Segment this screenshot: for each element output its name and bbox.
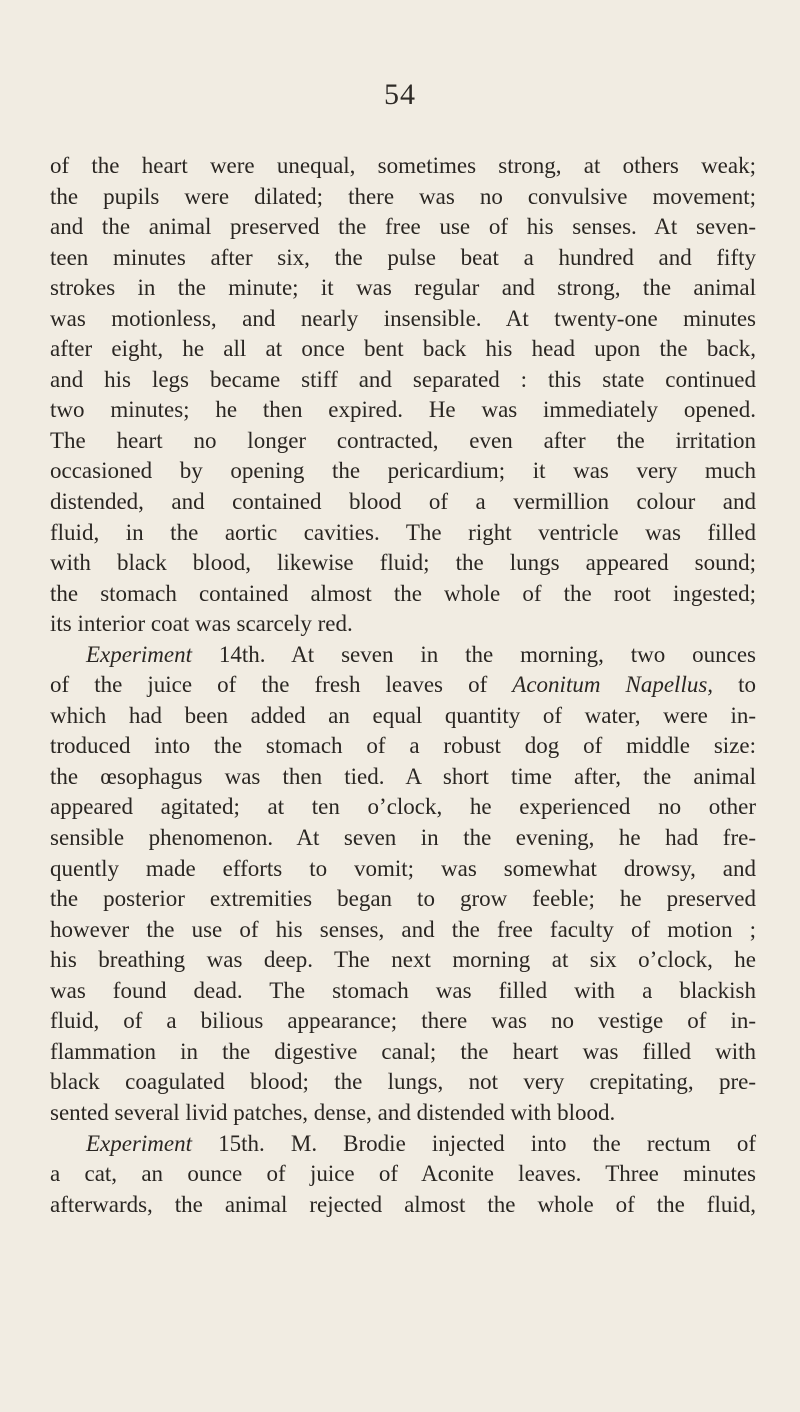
text-line: [50, 487, 756, 518]
text-line: [50, 212, 756, 243]
page-number: 54: [384, 78, 416, 111]
line-text: 15th. M. Brodie injected into the rectum of: [192, 1130, 756, 1156]
text-line: [50, 1067, 756, 1098]
line-text: the œsophagus was then tied. A short time after, the animal: [50, 763, 756, 789]
italic-heading: Experiment: [86, 1130, 193, 1156]
text-line: [50, 762, 756, 793]
line-text: occasioned by opening the pericardium; it was very much: [50, 458, 756, 484]
text-line: [50, 1190, 756, 1221]
text-line: [50, 518, 756, 549]
italic-heading: Experiment: [86, 641, 193, 667]
line-text: sensible phenomenon. At seven in the evening, he had fre-: [50, 825, 756, 851]
line-text: black coagulated blood; the lungs, not very crepitating, pre-: [50, 1069, 756, 1095]
text-line: [50, 426, 756, 457]
text-line: [50, 792, 756, 823]
text-line: [50, 334, 756, 365]
line-text: the posterior extremities began to grow feeble; he preserved: [50, 886, 756, 912]
line-text: two minutes; he then expired. He was immediately opened.: [50, 397, 756, 423]
line-text: strokes in the minute; it was regular and strong, the animal: [50, 275, 756, 301]
line-text: after eight, he all at once bent back his head upon the back,: [50, 336, 756, 362]
line-text: the pupils were dilated; there was no convulsive movement;: [50, 183, 756, 209]
text-line: [50, 304, 756, 335]
line-text: which had been added an equal quantity of water, were in-: [50, 702, 756, 728]
line-text: teen minutes after six, the pulse beat a hundred and fifty: [50, 244, 756, 270]
line-text: with black blood, likewise fluid; the lungs appeared sound;: [50, 550, 756, 576]
text-line: [50, 670, 756, 701]
line-text: troduced into the stomach of a robust dog of middle size:: [50, 733, 756, 759]
text-line: [50, 1159, 756, 1190]
text-line: [50, 731, 756, 762]
text-line: [50, 701, 756, 732]
text-line: [50, 579, 756, 610]
line-text: was motionless, and nearly insensible. At twenty-one minutes: [50, 305, 756, 331]
line-text: afterwards, the animal rejected almost the whole of the fluid,: [50, 1191, 756, 1217]
text-line: [50, 609, 756, 640]
line-text: quently made efforts to vomit; was somewhat drowsy, and: [50, 855, 756, 881]
line-text: of the juice of the fresh leaves of: [50, 672, 513, 698]
line-text: was found dead. The stomach was filled with a blackish: [50, 977, 756, 1003]
line-text: distended, and contained blood of a vermillion colour and: [50, 489, 756, 515]
line-text: fluid, in the aortic cavities. The right ventricle was filled: [50, 519, 756, 545]
line-text: to: [713, 672, 756, 698]
text-line: [50, 945, 756, 976]
text-line: [50, 823, 756, 854]
line-text: its interior coat was scarcely red.: [50, 611, 353, 637]
text-line: [50, 456, 756, 487]
text-line: [50, 976, 756, 1007]
italic-term: Aconitum Napellus,: [512, 672, 714, 698]
line-text: and his legs became stiff and separated : this state continued: [50, 366, 756, 392]
text-line: [50, 243, 756, 274]
line-text: fluid, of a bilious appearance; there was no vestige of in-: [50, 1008, 756, 1034]
text-line: [50, 395, 756, 426]
line-text: 14th. At seven in the morning, two ounces: [192, 641, 756, 667]
text-line: [50, 1037, 756, 1068]
line-text: the stomach contained almost the whole of the root ingested;: [50, 580, 756, 606]
line-text: flammation in the digestive canal; the heart was filled with: [50, 1038, 756, 1064]
body-text: [50, 151, 756, 1220]
line-text: however the use of his senses, and the free faculty of motion ;: [50, 916, 756, 942]
text-line: [50, 1129, 756, 1160]
text-line: [50, 1098, 756, 1129]
text-line: [50, 548, 756, 579]
line-text: a cat, an ounce of juice of Aconite leaves. Three minutes: [50, 1161, 756, 1187]
text-line: [50, 1006, 756, 1037]
text-line: [50, 915, 756, 946]
text-line: [50, 273, 756, 304]
line-text: The heart no longer contracted, even after the irritation: [50, 427, 756, 453]
line-text: his breathing was deep. The next morning at six o’clock, he: [50, 947, 756, 973]
text-line: [50, 182, 756, 213]
text-line: [50, 854, 756, 885]
text-line: [50, 151, 756, 182]
text-line: [50, 640, 756, 671]
line-text: appeared agitated; at ten o’clock, he experienced no other: [50, 794, 756, 820]
line-text: of the heart were unequal, sometimes strong, at others weak;: [50, 153, 756, 178]
line-text: sented several livid patches, dense, and distended with blood.: [50, 1099, 616, 1125]
text-line: [50, 884, 756, 915]
line-text: and the animal preserved the free use of his senses. At seven-: [50, 214, 756, 240]
text-line: [50, 365, 756, 396]
